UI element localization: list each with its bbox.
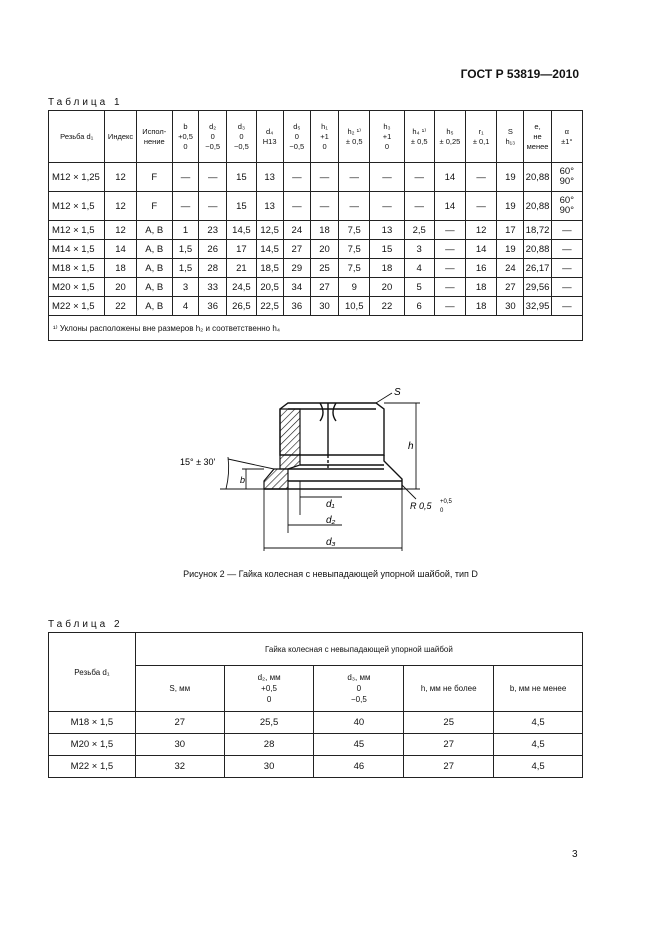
header-line: 0	[239, 131, 244, 141]
header-line: h₁₃	[505, 136, 516, 146]
label-radius-tol-low: 0	[440, 508, 444, 514]
table-cell: M22 × 1,5	[49, 297, 105, 316]
table-cell: 20,88	[524, 240, 551, 259]
table2	[48, 632, 583, 778]
table2-group-header: Гайка колесная с невыпадающей упорной шайбой	[135, 633, 582, 666]
table-cell: 18	[466, 297, 497, 316]
table-cell: —	[172, 192, 198, 221]
table-cell: 26	[199, 240, 227, 259]
table-cell: 4,5	[494, 712, 583, 734]
hatched-section	[280, 409, 300, 469]
label-d2: d₂	[326, 515, 336, 526]
table-row	[49, 259, 583, 278]
header-line: r₁	[478, 126, 484, 136]
header-line: −0,5	[289, 141, 305, 151]
label-d3: d₃	[326, 537, 336, 548]
header-line: h₃	[383, 121, 391, 131]
table-cell: 1,5	[172, 259, 198, 278]
table-cell: 18	[466, 278, 497, 297]
dimension-lines	[220, 393, 420, 551]
table-cell: 25,5	[224, 712, 314, 734]
table1	[48, 110, 583, 341]
table-cell: 18	[310, 221, 338, 240]
header-line: 0	[322, 141, 327, 151]
table2-header-cell	[314, 666, 404, 712]
table-cell: 4,5	[494, 756, 583, 778]
table-cell: 26,5	[227, 297, 256, 316]
label-h: h	[408, 441, 414, 452]
table-cell: 13	[256, 192, 283, 221]
table-cell: M20 × 1,5	[49, 278, 105, 297]
header-line: b, мм не менее	[509, 684, 567, 693]
table-cell: 3	[404, 240, 434, 259]
label-radius-tol-up: +0,5	[440, 499, 452, 505]
table1-caption: Таблица 1	[48, 97, 123, 108]
table-cell: 9	[339, 278, 370, 297]
table2-header-cell	[494, 666, 583, 712]
table-cell: 20	[310, 240, 338, 259]
table-cell: A, B	[136, 240, 172, 259]
table-cell: —	[434, 278, 465, 297]
table-cell: 6	[404, 297, 434, 316]
header-line: не	[533, 131, 542, 141]
table-cell: 27	[310, 278, 338, 297]
table-cell: 25	[310, 259, 338, 278]
table-cell: 34	[283, 278, 310, 297]
table-cell: —	[551, 278, 582, 297]
table-cell: 28	[199, 259, 227, 278]
table-cell: 7,5	[339, 240, 370, 259]
table-cell: 21	[227, 259, 256, 278]
table-cell: 4	[404, 259, 434, 278]
header-line: S	[507, 126, 513, 136]
table-cell: 14	[466, 240, 497, 259]
table-row	[49, 192, 583, 221]
label-s: S	[394, 387, 401, 398]
table1-header-cell	[227, 111, 256, 163]
header-line: −0,5	[350, 695, 367, 704]
table-cell: 12	[105, 163, 136, 192]
table-cell: 45	[314, 734, 404, 756]
table-cell: M18 × 1,5	[49, 712, 136, 734]
table-cell: 29,56	[524, 278, 551, 297]
table-cell: 60° 90°	[551, 192, 582, 221]
table-cell: 15	[227, 192, 256, 221]
table-row	[49, 278, 583, 297]
table2-thread-header: Резьба d₁	[49, 633, 136, 712]
table-cell: 15	[227, 163, 256, 192]
table-cell: 24	[497, 259, 524, 278]
header-line: e,	[534, 121, 541, 131]
table-row	[49, 712, 583, 734]
table-cell: 36	[283, 297, 310, 316]
table-cell: —	[283, 163, 310, 192]
table-cell: 13	[256, 163, 283, 192]
table-cell: 23	[199, 221, 227, 240]
header-line: d₂	[209, 121, 217, 131]
table-cell: 33	[199, 278, 227, 297]
table-cell: 24	[283, 221, 310, 240]
standard-number: ГОСТ Р 53819—2010	[460, 67, 579, 81]
header-line: ± 0,5	[410, 136, 428, 146]
table1-header-cell	[49, 111, 105, 163]
table-cell: —	[310, 163, 338, 192]
header-line: α	[564, 126, 569, 136]
label-angle: 15° ± 30'	[180, 457, 216, 467]
table-cell: —	[404, 163, 434, 192]
table-cell: M12 × 1,25	[49, 163, 105, 192]
table1-header-cell	[256, 111, 283, 163]
header-line: h₂ ¹⁾	[347, 126, 361, 136]
table1-header-cell	[370, 111, 404, 163]
page-number: 3	[572, 849, 578, 860]
table-cell: —	[199, 163, 227, 192]
table-cell: 26,17	[524, 259, 551, 278]
table1-header-cell	[466, 111, 497, 163]
header-line: 0	[210, 131, 215, 141]
table-cell: 32	[135, 756, 224, 778]
header-line: h, мм не более	[420, 684, 477, 693]
table-cell: 30	[310, 297, 338, 316]
header-line: b	[183, 121, 188, 131]
table-cell: 17	[497, 221, 524, 240]
table-cell: 2,5	[404, 221, 434, 240]
table-row	[49, 163, 583, 192]
table-cell: 20	[105, 278, 136, 297]
table-cell: 27	[497, 278, 524, 297]
table-cell: 12	[105, 192, 136, 221]
table-cell: 22,5	[256, 297, 283, 316]
table-cell: —	[551, 297, 582, 316]
table-cell: 15	[370, 240, 404, 259]
table-cell: M22 × 1,5	[49, 756, 136, 778]
table-cell: 29	[283, 259, 310, 278]
header-line: Индекс	[107, 131, 134, 141]
table2-caption: Таблица 2	[48, 619, 123, 630]
table-cell: —	[434, 259, 465, 278]
table-cell: —	[283, 192, 310, 221]
header-line: h₅	[446, 126, 454, 136]
table-cell: 19	[497, 163, 524, 192]
table-cell: 27	[404, 756, 494, 778]
table-cell: 17	[227, 240, 256, 259]
header-line: ± 0,1	[472, 136, 490, 146]
table-cell: 27	[135, 712, 224, 734]
table-cell: A, B	[136, 221, 172, 240]
table1-header-cell	[497, 111, 524, 163]
table-cell: 10,5	[339, 297, 370, 316]
header-line: d₅	[293, 121, 301, 131]
table-cell: 36	[199, 297, 227, 316]
table-cell: 7,5	[339, 259, 370, 278]
table-row	[49, 756, 583, 778]
table-cell: —	[199, 192, 227, 221]
table-cell: —	[551, 240, 582, 259]
table1-header-cell	[339, 111, 370, 163]
washer-section	[264, 469, 288, 489]
header-line: нение	[143, 136, 165, 146]
table-cell: 5	[404, 278, 434, 297]
table2-header-cell	[404, 666, 494, 712]
header-line: +1	[320, 131, 329, 141]
table-cell: 22	[105, 297, 136, 316]
header-line: h₄ ¹⁾	[412, 126, 427, 136]
table-cell: 3	[172, 278, 198, 297]
table-cell: —	[339, 163, 370, 192]
table-cell: —	[466, 192, 497, 221]
table-cell: 12	[105, 221, 136, 240]
table-cell: 19	[497, 240, 524, 259]
table2-header-cell	[135, 666, 224, 712]
table-cell: 27	[404, 734, 494, 756]
table1-header-cell	[172, 111, 198, 163]
table1-header-cell	[105, 111, 136, 163]
table1-header-cell	[404, 111, 434, 163]
table-cell: 1,5	[172, 240, 198, 259]
table1-header-cell	[551, 111, 582, 163]
header-line: менее	[526, 141, 549, 151]
table1-header-cell	[283, 111, 310, 163]
header-line: 0	[266, 695, 272, 704]
table-cell: 18,72	[524, 221, 551, 240]
table-cell: 14,5	[256, 240, 283, 259]
table-row	[49, 221, 583, 240]
table-cell: M14 × 1,5	[49, 240, 105, 259]
header-line: H13	[262, 136, 277, 146]
table-cell: —	[310, 192, 338, 221]
table-cell: —	[434, 221, 465, 240]
table-cell: —	[466, 163, 497, 192]
table-cell: 24,5	[227, 278, 256, 297]
table-cell: —	[404, 192, 434, 221]
label-d1: d₁	[326, 499, 335, 510]
header-line: ± 0,5	[345, 136, 363, 146]
table-cell: 1	[172, 221, 198, 240]
table-cell: 30	[497, 297, 524, 316]
table-row	[49, 734, 583, 756]
table-cell: 4,5	[494, 734, 583, 756]
table1-header-cell	[199, 111, 227, 163]
table-cell: —	[434, 297, 465, 316]
header-line: 0	[294, 131, 299, 141]
header-line: Резьба d₁	[60, 131, 94, 141]
table-cell: 16	[466, 259, 497, 278]
table-cell: M12 × 1,5	[49, 192, 105, 221]
header-line: 0	[356, 684, 362, 693]
table-cell: 22	[370, 297, 404, 316]
table-cell: 30	[224, 756, 314, 778]
table1-header-cell	[310, 111, 338, 163]
table-cell: 13	[370, 221, 404, 240]
figure-caption: Рисунок 2 — Гайка колесная с невыпадающей упорной шайбой, тип D	[183, 569, 478, 579]
header-line: +0,5	[261, 684, 277, 693]
header-line: ±1°	[561, 136, 573, 146]
header-line: d₃	[237, 121, 246, 131]
table-cell: —	[172, 163, 198, 192]
table-cell: 28	[224, 734, 314, 756]
table-cell: 40	[314, 712, 404, 734]
header-line: 0	[384, 141, 390, 151]
table-cell: A, B	[136, 278, 172, 297]
header-line: 0	[183, 141, 188, 151]
table2-header-cell	[224, 666, 314, 712]
table-cell: 7,5	[339, 221, 370, 240]
table-cell: 20,5	[256, 278, 283, 297]
table-cell: 14,5	[227, 221, 256, 240]
table-cell: 4	[172, 297, 198, 316]
header-line: +0,5	[178, 131, 193, 141]
table-cell: —	[339, 192, 370, 221]
table-row	[49, 240, 583, 259]
table-cell: 14	[434, 163, 465, 192]
table-cell: A, B	[136, 259, 172, 278]
table-cell: 32,95	[524, 297, 551, 316]
table-cell: 18	[370, 259, 404, 278]
header-line: +1	[382, 131, 392, 141]
table-cell: M12 × 1,5	[49, 221, 105, 240]
table-cell: 30	[135, 734, 224, 756]
table-cell: 46	[314, 756, 404, 778]
table-cell: —	[370, 163, 404, 192]
label-radius: R 0,5	[410, 501, 432, 511]
table-cell: 12,5	[256, 221, 283, 240]
header-line: d₃, мм	[347, 673, 371, 682]
table-cell: —	[434, 240, 465, 259]
table-cell: 12	[466, 221, 497, 240]
table-cell: 18	[105, 259, 136, 278]
table1-header-row	[49, 111, 583, 163]
table-row	[49, 297, 583, 316]
table-cell: F	[136, 192, 172, 221]
table-cell: M20 × 1,5	[49, 734, 136, 756]
table-cell: M18 × 1,5	[49, 259, 105, 278]
table-cell: 60° 90°	[551, 163, 582, 192]
table1-header-cell	[434, 111, 465, 163]
table-cell: A, B	[136, 297, 172, 316]
header-line: −0,5	[205, 141, 221, 151]
header-line: d₄	[266, 126, 274, 136]
header-line: −0,5	[234, 141, 249, 151]
figure-drawing	[170, 385, 470, 565]
table-cell: 20,88	[524, 192, 551, 221]
label-b: b	[240, 475, 246, 485]
table-cell: 14	[105, 240, 136, 259]
table-cell: 18,5	[256, 259, 283, 278]
table-cell: F	[136, 163, 172, 192]
table1-header-cell	[524, 111, 551, 163]
header-line: d₂, мм	[257, 673, 281, 682]
table-cell: 19	[497, 192, 524, 221]
table1-header-cell	[136, 111, 172, 163]
header-line: h₁	[321, 121, 328, 131]
table-cell: 25	[404, 712, 494, 734]
table-cell: 27	[283, 240, 310, 259]
table1-footnote: ¹⁾ Уклоны расположены вне размеров h₂ и соответственно h₄	[49, 316, 583, 341]
header-line: S, мм	[169, 684, 191, 693]
header-line: ± 0,25	[439, 136, 461, 146]
table-cell: 20	[370, 278, 404, 297]
header-line: Испол-	[142, 126, 167, 136]
table-cell: 14	[434, 192, 465, 221]
table-cell: —	[551, 259, 582, 278]
table-cell: —	[370, 192, 404, 221]
table-cell: 20,88	[524, 163, 551, 192]
table-cell: —	[551, 221, 582, 240]
